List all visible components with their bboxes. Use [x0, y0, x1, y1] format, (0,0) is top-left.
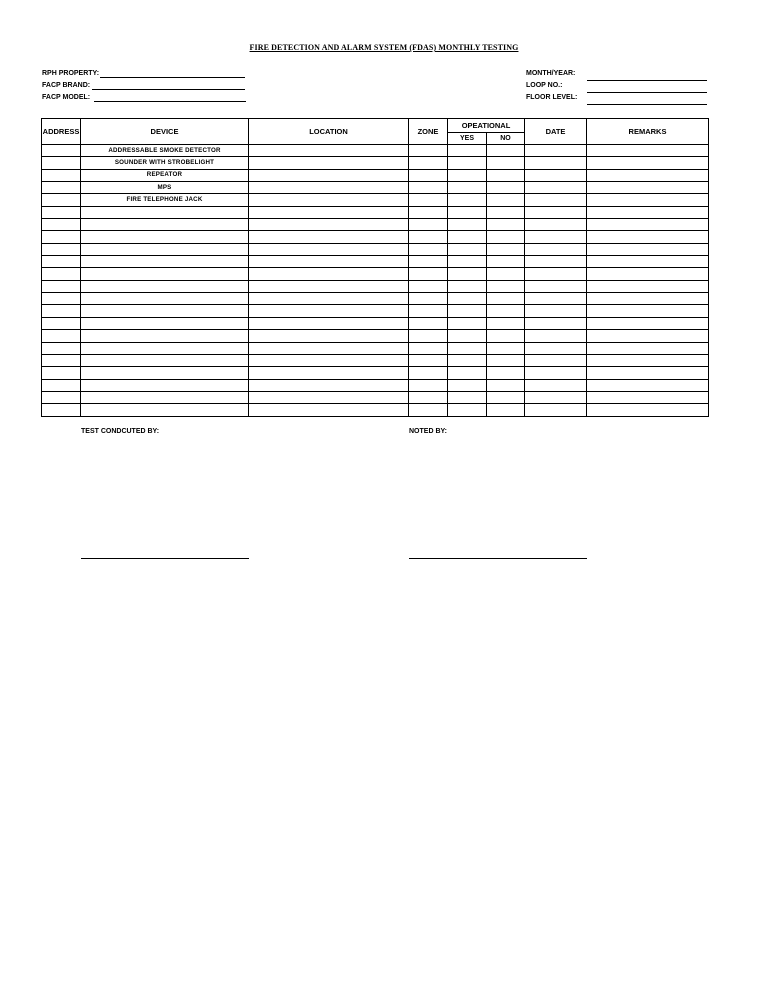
address-cell[interactable] — [42, 354, 81, 366]
conducted-by-signature-line[interactable] — [81, 558, 249, 559]
zone-cell[interactable] — [409, 206, 448, 218]
no-cell[interactable] — [487, 206, 525, 218]
no-header: NO — [487, 133, 525, 145]
device-cell[interactable] — [81, 391, 249, 403]
no-cell[interactable] — [487, 268, 525, 280]
table-row — [42, 219, 709, 231]
zone-cell[interactable] — [409, 342, 448, 354]
date-cell[interactable] — [525, 219, 587, 231]
yes-cell[interactable] — [448, 404, 487, 416]
location-cell[interactable] — [249, 391, 409, 403]
no-cell[interactable] — [487, 157, 525, 169]
no-cell[interactable] — [487, 256, 525, 268]
location-cell[interactable] — [249, 317, 409, 329]
device-cell[interactable] — [81, 317, 249, 329]
device-cell[interactable]: MPS — [81, 182, 249, 194]
testing-log-table — [41, 118, 709, 417]
device-cell[interactable] — [81, 404, 249, 416]
address-cell[interactable] — [42, 342, 81, 354]
no-cell[interactable] — [487, 354, 525, 366]
date-cell[interactable] — [525, 256, 587, 268]
zone-cell[interactable] — [409, 391, 448, 403]
device-cell[interactable]: ADDRESSABLE SMOKE DETECTOR — [81, 145, 249, 157]
table-row — [42, 404, 709, 416]
yes-cell[interactable] — [448, 219, 487, 231]
location-cell[interactable] — [249, 157, 409, 169]
device-cell[interactable] — [81, 231, 249, 243]
yes-cell[interactable] — [448, 342, 487, 354]
location-cell[interactable] — [249, 231, 409, 243]
remarks-cell[interactable] — [587, 404, 709, 416]
no-cell[interactable] — [487, 330, 525, 342]
table-row — [42, 157, 709, 169]
address-cell[interactable] — [42, 404, 81, 416]
date-cell[interactable] — [525, 379, 587, 391]
zone-cell[interactable] — [409, 404, 448, 416]
zone-cell[interactable] — [409, 157, 448, 169]
address-cell[interactable] — [42, 169, 81, 181]
date-cell[interactable] — [525, 157, 587, 169]
remarks-cell[interactable] — [587, 280, 709, 292]
address-cell[interactable] — [42, 243, 81, 255]
location-cell[interactable] — [249, 367, 409, 379]
address-cell[interactable] — [42, 231, 81, 243]
address-cell[interactable] — [42, 293, 81, 305]
zone-cell[interactable] — [409, 280, 448, 292]
device-cell[interactable] — [81, 280, 249, 292]
device-cell[interactable] — [81, 330, 249, 342]
date-cell[interactable] — [525, 268, 587, 280]
date-cell[interactable] — [525, 145, 587, 157]
remarks-cell[interactable] — [587, 379, 709, 391]
table-row — [42, 231, 709, 243]
date-cell[interactable] — [525, 280, 587, 292]
zone-cell[interactable] — [409, 243, 448, 255]
no-cell[interactable] — [487, 219, 525, 231]
facp-brand-field[interactable] — [92, 89, 245, 90]
remarks-cell[interactable] — [587, 330, 709, 342]
address-cell[interactable] — [42, 317, 81, 329]
location-cell[interactable] — [249, 169, 409, 181]
zone-cell[interactable] — [409, 268, 448, 280]
form-title: FIRE DETECTION AND ALARM SYSTEM (FDAS) MONTHLY TESTING — [249, 43, 519, 52]
month-year-label: MONTH/YEAR: — [526, 70, 576, 77]
address-cell[interactable] — [42, 256, 81, 268]
no-cell[interactable] — [487, 317, 525, 329]
table-row — [42, 194, 709, 206]
address-cell[interactable] — [42, 219, 81, 231]
date-cell[interactable] — [525, 169, 587, 181]
noted-by-signature-line[interactable] — [409, 558, 587, 559]
address-cell[interactable] — [42, 194, 81, 206]
address-cell[interactable] — [42, 330, 81, 342]
zone-cell[interactable] — [409, 305, 448, 317]
date-cell[interactable] — [525, 330, 587, 342]
table-row — [42, 342, 709, 354]
location-header: LOCATION — [249, 119, 409, 145]
device-cell[interactable] — [81, 342, 249, 354]
facp-model-label: FACP MODEL: — [42, 94, 91, 101]
device-cell[interactable]: FIRE TELEPHONE JACK — [81, 194, 249, 206]
no-cell[interactable] — [487, 231, 525, 243]
zone-cell[interactable] — [409, 293, 448, 305]
loop-no-field[interactable] — [587, 92, 707, 93]
yes-cell[interactable] — [448, 169, 487, 181]
location-cell[interactable] — [249, 305, 409, 317]
location-cell[interactable] — [249, 404, 409, 416]
device-cell[interactable] — [81, 354, 249, 366]
yes-cell[interactable] — [448, 231, 487, 243]
no-cell[interactable] — [487, 182, 525, 194]
table-row — [42, 379, 709, 391]
device-cell[interactable] — [81, 256, 249, 268]
remarks-cell[interactable] — [587, 391, 709, 403]
remarks-cell[interactable] — [587, 317, 709, 329]
zone-cell[interactable] — [409, 169, 448, 181]
no-cell[interactable] — [487, 169, 525, 181]
remarks-cell[interactable] — [587, 206, 709, 218]
device-cell[interactable] — [81, 305, 249, 317]
no-cell[interactable] — [487, 194, 525, 206]
remarks-cell[interactable] — [587, 367, 709, 379]
device-cell[interactable] — [81, 268, 249, 280]
zone-cell[interactable] — [409, 194, 448, 206]
yes-cell[interactable] — [448, 157, 487, 169]
no-cell[interactable] — [487, 404, 525, 416]
device-cell[interactable] — [81, 219, 249, 231]
device-cell[interactable] — [81, 379, 249, 391]
yes-cell[interactable] — [448, 391, 487, 403]
zone-cell[interactable] — [409, 182, 448, 194]
date-cell[interactable] — [525, 367, 587, 379]
location-cell[interactable] — [249, 206, 409, 218]
date-cell[interactable] — [525, 354, 587, 366]
location-cell[interactable] — [249, 194, 409, 206]
address-cell[interactable] — [42, 379, 81, 391]
no-cell[interactable] — [487, 379, 525, 391]
no-cell[interactable] — [487, 243, 525, 255]
remarks-header: REMARKS — [587, 119, 709, 145]
table-row — [42, 145, 709, 157]
remarks-cell[interactable] — [587, 305, 709, 317]
location-cell[interactable] — [249, 342, 409, 354]
address-cell[interactable] — [42, 157, 81, 169]
location-cell[interactable] — [249, 243, 409, 255]
location-cell[interactable] — [249, 182, 409, 194]
no-cell[interactable] — [487, 367, 525, 379]
device-cell[interactable] — [81, 293, 249, 305]
yes-cell[interactable] — [448, 305, 487, 317]
table-row — [42, 391, 709, 403]
no-cell[interactable] — [487, 305, 525, 317]
facp-brand-label: FACP BRAND: — [42, 82, 91, 89]
date-cell[interactable] — [525, 317, 587, 329]
address-cell[interactable] — [42, 206, 81, 218]
remarks-cell[interactable] — [587, 169, 709, 181]
address-cell[interactable] — [42, 305, 81, 317]
date-cell[interactable] — [525, 404, 587, 416]
location-cell[interactable] — [249, 280, 409, 292]
table-row — [42, 330, 709, 342]
floor-level-field[interactable] — [587, 104, 707, 105]
facp-model-field[interactable] — [94, 101, 246, 102]
location-cell[interactable] — [249, 293, 409, 305]
device-header: DEVICE — [81, 119, 249, 145]
date-cell[interactable] — [525, 206, 587, 218]
address-cell[interactable] — [42, 391, 81, 403]
yes-header: YES — [448, 133, 487, 145]
date-cell[interactable] — [525, 194, 587, 206]
table-row — [42, 280, 709, 292]
remarks-cell[interactable] — [587, 194, 709, 206]
remarks-cell[interactable] — [587, 354, 709, 366]
noted-by-label: NOTED BY: — [409, 428, 447, 435]
yes-cell[interactable] — [448, 379, 487, 391]
floor-level-label: FLOOR LEVEL: — [526, 94, 578, 101]
yes-cell[interactable] — [448, 256, 487, 268]
table-row — [42, 256, 709, 268]
location-cell[interactable] — [249, 379, 409, 391]
table-row — [42, 182, 709, 194]
table-row — [42, 206, 709, 218]
zone-cell[interactable] — [409, 256, 448, 268]
device-cell[interactable]: SOUNDER WITH STROBELIGHT — [81, 157, 249, 169]
no-cell[interactable] — [487, 145, 525, 157]
yes-cell[interactable] — [448, 367, 487, 379]
table-row — [42, 169, 709, 181]
zone-cell[interactable] — [409, 379, 448, 391]
yes-cell[interactable] — [448, 145, 487, 157]
table-row — [42, 243, 709, 255]
yes-cell[interactable] — [448, 317, 487, 329]
table-row — [42, 367, 709, 379]
zone-cell[interactable] — [409, 145, 448, 157]
location-cell[interactable] — [249, 219, 409, 231]
remarks-cell[interactable] — [587, 293, 709, 305]
rph-property-field[interactable] — [100, 77, 245, 78]
device-cell[interactable]: REPEATOR — [81, 169, 249, 181]
conducted-by-label: TEST CONDCUTED BY: — [81, 428, 160, 435]
yes-cell[interactable] — [448, 330, 487, 342]
no-cell[interactable] — [487, 391, 525, 403]
address-cell[interactable] — [42, 280, 81, 292]
zone-cell[interactable] — [409, 330, 448, 342]
table-row — [42, 354, 709, 366]
zone-cell[interactable] — [409, 219, 448, 231]
rph-property-label: RPH PROPERTY: — [42, 70, 100, 77]
address-header: ADDRESS — [42, 119, 81, 145]
remarks-cell[interactable] — [587, 243, 709, 255]
date-cell[interactable] — [525, 342, 587, 354]
table-row — [42, 317, 709, 329]
address-cell[interactable] — [42, 367, 81, 379]
yes-cell[interactable] — [448, 243, 487, 255]
yes-cell[interactable] — [448, 280, 487, 292]
date-cell[interactable] — [525, 231, 587, 243]
loop-no-label: LOOP NO.: — [526, 82, 563, 89]
zone-cell[interactable] — [409, 367, 448, 379]
address-cell[interactable] — [42, 268, 81, 280]
date-cell[interactable] — [525, 182, 587, 194]
date-header: DATE — [525, 119, 587, 145]
remarks-cell[interactable] — [587, 219, 709, 231]
month-year-field[interactable] — [587, 80, 707, 81]
remarks-cell[interactable] — [587, 182, 709, 194]
zone-cell[interactable] — [409, 317, 448, 329]
date-cell[interactable] — [525, 305, 587, 317]
table-row — [42, 305, 709, 317]
date-cell[interactable] — [525, 243, 587, 255]
no-cell[interactable] — [487, 280, 525, 292]
operational-header: OPEATIONAL — [448, 119, 525, 133]
device-cell[interactable] — [81, 206, 249, 218]
device-cell[interactable] — [81, 367, 249, 379]
location-cell[interactable] — [249, 354, 409, 366]
remarks-cell[interactable] — [587, 231, 709, 243]
address-cell[interactable] — [42, 145, 81, 157]
table-row — [42, 293, 709, 305]
remarks-cell[interactable] — [587, 256, 709, 268]
table-row — [42, 268, 709, 280]
yes-cell[interactable] — [448, 194, 487, 206]
remarks-cell[interactable] — [587, 268, 709, 280]
location-cell[interactable] — [249, 145, 409, 157]
zone-cell[interactable] — [409, 231, 448, 243]
date-cell[interactable] — [525, 293, 587, 305]
location-cell[interactable] — [249, 256, 409, 268]
address-cell[interactable] — [42, 182, 81, 194]
remarks-cell[interactable] — [587, 145, 709, 157]
device-cell[interactable] — [81, 243, 249, 255]
location-cell[interactable] — [249, 330, 409, 342]
zone-header: ZONE — [409, 119, 448, 145]
yes-cell[interactable] — [448, 268, 487, 280]
yes-cell[interactable] — [448, 182, 487, 194]
yes-cell[interactable] — [448, 293, 487, 305]
no-cell[interactable] — [487, 342, 525, 354]
table-body — [42, 145, 709, 417]
zone-cell[interactable] — [409, 354, 448, 366]
yes-cell[interactable] — [448, 206, 487, 218]
location-cell[interactable] — [249, 268, 409, 280]
remarks-cell[interactable] — [587, 157, 709, 169]
date-cell[interactable] — [525, 391, 587, 403]
remarks-cell[interactable] — [587, 342, 709, 354]
no-cell[interactable] — [487, 293, 525, 305]
yes-cell[interactable] — [448, 354, 487, 366]
